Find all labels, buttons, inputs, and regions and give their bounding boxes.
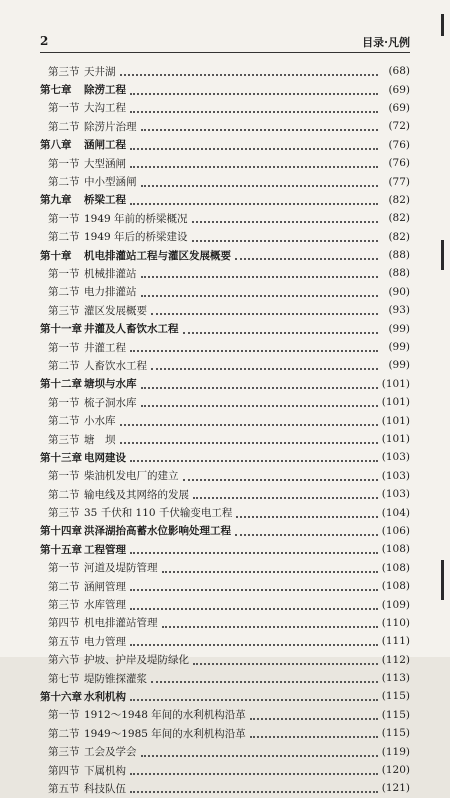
toc-section-entry xyxy=(40,706,410,724)
toc-entry-title: 涵闸工程 xyxy=(84,139,126,152)
toc-entry-page: (72) xyxy=(388,120,410,133)
toc-entry-page: (88) xyxy=(388,267,410,280)
toc-entry-label: 第三节 xyxy=(48,65,80,78)
toc-entry-title: 科技队伍 xyxy=(84,782,126,795)
dot-leader xyxy=(130,608,378,610)
dot-leader xyxy=(151,313,378,315)
toc-chapter-entry xyxy=(40,522,410,540)
toc-entry-page: (108) xyxy=(381,580,410,593)
toc-entry-label: 第二节 xyxy=(48,580,80,593)
toc-entry-label: 第四节 xyxy=(48,617,80,630)
dot-leader xyxy=(183,479,378,481)
toc-section-entry xyxy=(40,209,410,227)
toc-entry-page: (99) xyxy=(388,359,410,372)
toc-entry-page: (77) xyxy=(388,175,410,188)
toc-entry-page: (88) xyxy=(388,249,410,262)
toc-section-entry xyxy=(40,356,410,374)
toc-section-entry xyxy=(40,264,410,282)
toc-entry-title: 机电排灌站管理 xyxy=(84,617,158,630)
toc-section-entry xyxy=(40,577,410,595)
dot-leader xyxy=(130,791,378,793)
dot-leader xyxy=(130,166,378,168)
toc-entry-label: 第六节 xyxy=(48,654,80,667)
toc-entry-label: 第一节 xyxy=(48,470,80,483)
toc-chapter-entry xyxy=(40,448,410,466)
toc-entry-page: (103) xyxy=(381,451,410,464)
toc-section-entry xyxy=(40,632,410,650)
dot-leader xyxy=(250,718,378,720)
toc-section-entry xyxy=(40,485,410,503)
toc-entry-page: (111) xyxy=(381,635,410,648)
toc-entry-label: 第七节 xyxy=(48,672,80,685)
dot-leader xyxy=(130,148,378,150)
toc-entry-title: 电网建设 xyxy=(84,451,126,464)
dot-leader xyxy=(130,589,378,591)
toc-entry-page: (93) xyxy=(388,304,410,317)
toc-entry-title: 大沟工程 xyxy=(84,102,126,115)
toc-entry-page: (90) xyxy=(388,285,410,298)
toc-section-entry xyxy=(40,430,410,448)
toc-entry-title: 1949 年后的桥梁建设 xyxy=(84,231,188,244)
toc-entry-page: (103) xyxy=(381,469,410,482)
toc-section-entry xyxy=(40,99,410,117)
toc-entry-page: (115) xyxy=(381,690,410,703)
toc-entry-page: (110) xyxy=(381,616,410,629)
dot-leader xyxy=(151,368,378,370)
toc-chapter-entry xyxy=(40,375,410,393)
toc-entry-title: 除涝工程 xyxy=(84,84,126,97)
dot-leader xyxy=(141,387,378,389)
dot-leader xyxy=(235,534,378,536)
scan-edge-mark xyxy=(441,14,444,36)
toc-entry-page: (113) xyxy=(381,672,410,685)
toc-entry-title: 电力管理 xyxy=(84,635,126,648)
dot-leader xyxy=(192,221,378,223)
toc-entry-label: 第三节 xyxy=(48,507,80,520)
toc-entry-title: 水库管理 xyxy=(84,599,126,612)
toc-entry-page: (120) xyxy=(381,764,410,777)
toc-entry-page: (121) xyxy=(381,782,410,795)
toc-entry-page: (101) xyxy=(381,433,410,445)
toc-entry-title: 人畜饮水工程 xyxy=(84,359,147,372)
toc-entry-label: 第十六章 xyxy=(40,690,82,703)
toc-section-entry xyxy=(40,669,410,687)
toc-entry-page: (109) xyxy=(381,598,410,611)
toc-entry-page: (101) xyxy=(381,396,410,409)
toc-entry-page: (101) xyxy=(381,414,410,427)
toc-section-entry xyxy=(40,779,410,797)
page-header xyxy=(40,34,410,53)
toc-entry-title: 机械排灌站 xyxy=(84,267,137,280)
dot-leader xyxy=(141,185,379,187)
toc-entry-label: 第二节 xyxy=(48,359,80,372)
toc-entry-page: (76) xyxy=(388,138,410,151)
dot-leader xyxy=(130,460,378,462)
toc-entry-label: 第一节 xyxy=(48,709,80,722)
dot-leader xyxy=(141,129,379,131)
toc-entry-title: 中小型涵闸 xyxy=(84,176,137,189)
toc-entry-title: 机电排灌站工程与灌区发展概要 xyxy=(84,249,231,262)
toc-entry-page: (82) xyxy=(388,230,410,243)
toc-section-entry xyxy=(40,595,410,613)
toc-section-entry xyxy=(40,117,410,135)
toc-entry-page: (82) xyxy=(388,212,410,225)
dot-leader xyxy=(193,497,378,499)
toc-entry-title: 下属机构 xyxy=(84,764,126,777)
toc-entry-label: 第七章 xyxy=(40,84,72,97)
toc-entry-label: 第二节 xyxy=(48,727,80,740)
toc-chapter-entry xyxy=(40,687,410,705)
toc-chapter-entry xyxy=(40,136,410,154)
toc-chapter-entry xyxy=(40,246,410,264)
toc-entry-label: 第十二章 xyxy=(40,378,82,391)
toc-entry-page: (104) xyxy=(381,506,410,519)
running-head: 目录·凡例 xyxy=(362,36,410,49)
toc-entry-label: 第一节 xyxy=(48,102,80,115)
toc-entry-label: 第一节 xyxy=(48,562,80,575)
toc-entry-label: 第三节 xyxy=(48,433,80,446)
toc-section-entry xyxy=(40,228,410,246)
toc-entry-label: 第三节 xyxy=(48,746,80,759)
dot-leader xyxy=(130,203,378,205)
toc-entry-title: 水利机构 xyxy=(84,690,126,703)
toc-entry-title: 堤防锥探灌浆 xyxy=(84,672,147,685)
toc-entry-page: (106) xyxy=(381,524,410,537)
toc-entry-label: 第十五章 xyxy=(40,543,82,556)
toc-entry-label: 第十四章 xyxy=(40,525,82,538)
dot-leader xyxy=(151,681,378,683)
toc-entry-title: 小水库 xyxy=(84,415,116,428)
toc-entry-label: 第五节 xyxy=(48,782,80,795)
toc-entry-title: 灌区发展概要 xyxy=(84,304,147,317)
toc-section-entry xyxy=(40,559,410,577)
toc-entry-label: 第一节 xyxy=(48,267,80,280)
dot-leader xyxy=(130,93,378,95)
toc-entry-title: 大型涵闸 xyxy=(84,157,126,170)
toc-entry-title: 1912～1948 年间的水利机构沿革 xyxy=(84,709,246,722)
dot-leader xyxy=(141,276,379,278)
toc-entry-label: 第八章 xyxy=(40,139,72,152)
dot-leader xyxy=(192,240,378,242)
toc-entry-page: (99) xyxy=(388,322,410,335)
dot-leader xyxy=(130,350,378,352)
toc-entry-label: 第二节 xyxy=(48,488,80,501)
toc-entry-title: 井灌及人畜饮水工程 xyxy=(84,323,179,336)
toc-entry-label: 第三节 xyxy=(48,304,80,317)
toc-entry-page: (69) xyxy=(388,83,410,96)
toc-section-entry xyxy=(40,742,410,760)
dot-leader xyxy=(141,295,379,297)
toc-entry-title: 工程管理 xyxy=(84,543,126,556)
toc-entry-label: 第二节 xyxy=(48,286,80,299)
toc-section-entry xyxy=(40,62,410,80)
page-number: 2 xyxy=(40,34,49,48)
toc-entry-title: 工会及学会 xyxy=(84,746,137,759)
toc-section-entry xyxy=(40,338,410,356)
scan-edge-mark xyxy=(441,560,444,600)
toc-chapter-entry xyxy=(40,80,410,98)
toc-entry-title: 柴油机发电厂的建立 xyxy=(84,470,179,483)
dot-leader xyxy=(235,258,378,260)
dot-leader xyxy=(183,332,379,334)
toc-entry-label: 第二节 xyxy=(48,231,80,244)
toc-section-entry xyxy=(40,301,410,319)
dot-leader xyxy=(130,552,378,554)
toc-entry-title: 河道及堤防管理 xyxy=(84,562,158,575)
dot-leader xyxy=(120,424,378,426)
dot-leader xyxy=(141,405,378,407)
toc-section-entry xyxy=(40,411,410,429)
toc-entry-label: 第二节 xyxy=(48,120,80,133)
toc-entry-label: 第一节 xyxy=(48,341,80,354)
toc-entry-label: 第二节 xyxy=(48,415,80,428)
toc-entry-label: 第十三章 xyxy=(40,451,82,464)
toc-entry-label: 第九章 xyxy=(40,194,72,207)
toc-entry-title: 护坡、护岸及堤防绿化 xyxy=(84,654,189,667)
scan-edge-mark xyxy=(441,240,444,270)
toc-entry-page: (115) xyxy=(381,708,410,721)
dot-leader xyxy=(250,736,378,738)
toc-entry-title: 天井湖 xyxy=(84,65,116,78)
dot-leader xyxy=(162,626,378,628)
dot-leader xyxy=(236,516,377,518)
toc-section-entry xyxy=(40,172,410,190)
toc-entry-label: 第四节 xyxy=(48,764,80,777)
toc-entry-label: 第一节 xyxy=(48,212,80,225)
toc-section-entry xyxy=(40,651,410,669)
toc-entry-title: 35 千伏和 110 千伏输变电工程 xyxy=(84,507,233,520)
toc-entry-page: (99) xyxy=(388,341,410,354)
toc-entry-page: (68) xyxy=(388,65,410,78)
dot-leader xyxy=(141,755,378,757)
toc-entry-title: 输电线及其网络的发展 xyxy=(84,488,189,501)
dot-leader xyxy=(130,644,378,646)
toc-entry-page: (119) xyxy=(381,745,410,758)
dot-leader xyxy=(120,442,378,444)
toc-entry-page: (69) xyxy=(388,101,410,114)
toc-entry-title: 洪泽湖抬高蓄水位影响处理工程 xyxy=(84,525,231,538)
toc-entry-label: 第二节 xyxy=(48,176,80,189)
toc-section-entry xyxy=(40,761,410,779)
toc-section-entry xyxy=(40,724,410,742)
toc-entry-label: 第三节 xyxy=(48,599,80,612)
toc-entry-page: (101) xyxy=(381,377,410,390)
toc-entry-label: 第十一章 xyxy=(40,323,82,336)
dot-leader xyxy=(162,571,378,573)
toc-entry-title: 1949～1985 年间的水利机构沿革 xyxy=(84,727,246,740)
toc-entry-label: 第五节 xyxy=(48,635,80,648)
toc-section-entry xyxy=(40,154,410,172)
toc-entry-title: 涵闸管理 xyxy=(84,580,126,593)
dot-leader xyxy=(120,74,379,76)
dot-leader xyxy=(130,111,378,113)
toc-entry-title: 除涝片治理 xyxy=(84,120,137,133)
dot-leader xyxy=(193,663,378,665)
toc-entry-page: (108) xyxy=(381,543,410,556)
toc-chapter-entry xyxy=(40,540,410,558)
toc-entry-title: 桥梁工程 xyxy=(84,194,126,207)
toc-entry-title: 塘坝与水库 xyxy=(84,378,137,391)
toc-entry-label: 第一节 xyxy=(48,157,80,170)
toc-entry-page: (103) xyxy=(381,488,410,501)
toc-section-entry xyxy=(40,283,410,301)
toc-entry-page: (115) xyxy=(381,727,410,740)
toc-entry-page: (82) xyxy=(388,193,410,206)
toc-section-entry xyxy=(40,503,410,521)
toc-section-entry xyxy=(40,614,410,632)
toc-entry-page: (112) xyxy=(381,653,410,666)
toc-entry-title: 井灌工程 xyxy=(84,341,126,354)
toc-chapter-entry xyxy=(40,191,410,209)
toc-entry-title: 塘 坝 xyxy=(84,433,116,446)
toc-entry-label: 第一节 xyxy=(48,396,80,409)
toc-chapter-entry xyxy=(40,319,410,337)
dot-leader xyxy=(130,699,378,701)
toc-entry-page: (76) xyxy=(388,157,410,170)
dot-leader xyxy=(130,773,378,775)
toc-section-entry xyxy=(40,393,410,411)
toc-entry-title: 梳子洞水库 xyxy=(84,396,137,409)
toc-entry-title: 电力排灌站 xyxy=(84,286,137,299)
toc-section-entry xyxy=(40,467,410,485)
table-of-contents xyxy=(40,62,410,798)
toc-entry-title: 1949 年前的桥梁概况 xyxy=(84,212,188,225)
toc-entry-label: 第十章 xyxy=(40,249,72,262)
toc-entry-page: (108) xyxy=(381,561,410,574)
